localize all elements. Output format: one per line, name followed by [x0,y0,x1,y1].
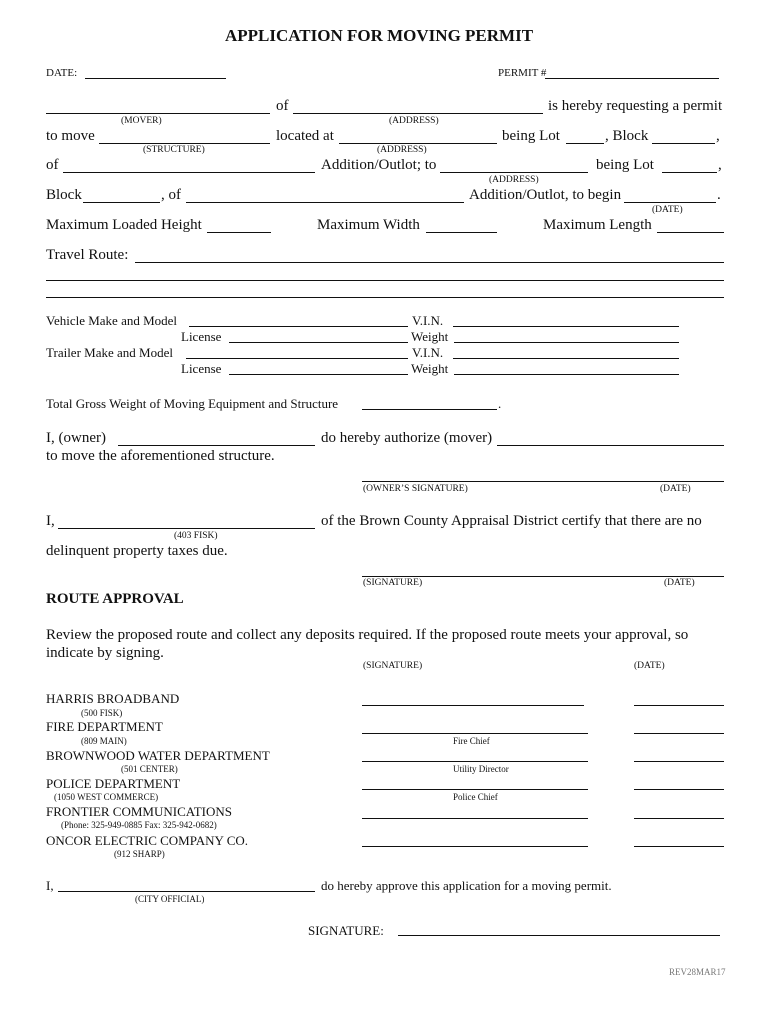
approver-name: POLICE DEPARTMENT [46,776,181,791]
authorized-mover-field[interactable] [497,445,724,446]
to-move-text: to move [46,128,95,144]
max-length-field[interactable] [657,232,724,233]
approval-signature-caption: (SIGNATURE) [363,661,423,671]
comma-text-2: , [718,157,722,173]
structure-field[interactable] [99,143,270,144]
comma-of-text: , of [161,187,181,203]
date-caption: (DATE) [652,205,683,215]
destination-addition-field[interactable] [186,202,464,203]
located-at-text: located at [276,128,334,144]
trailer-vin-field[interactable] [453,358,679,359]
requesting-text: is hereby requesting a permit [548,98,723,114]
route-approval-heading: ROUTE APPROVAL [46,591,184,607]
owner-date-caption: (DATE) [660,484,691,494]
approver-name: FRONTIER COMMUNICATIONS [46,804,232,819]
vehicle-make-label: Vehicle Make and Model [46,313,178,328]
final-signature-field[interactable] [398,935,720,936]
approver-address: (Phone: 325-949-0885 Fax: 325-942-0682) [61,820,217,830]
travel-route-line-3[interactable] [46,297,724,298]
mover-caption: (MOVER) [121,116,162,126]
date-label: DATE: [46,67,78,79]
approver-address: (501 CENTER) [121,764,178,774]
structure-caption: (STRUCTURE) [143,145,205,155]
approver-signature-line[interactable] [362,846,588,847]
owner-signature-line[interactable] [362,481,724,482]
approval-date-caption: (DATE) [634,661,665,671]
approver-signature-line[interactable] [362,789,588,790]
approver-role: Utility Director [453,764,509,774]
approver-address: (500 FISK) [81,708,123,718]
travel-route-field[interactable] [135,262,724,263]
page-title: APPLICATION FOR MOVING PERMIT [225,26,534,45]
block-text: , Block [605,128,649,144]
vehicle-weight-field[interactable] [454,342,679,343]
delinquent-text: delinquent property taxes due. [46,543,228,559]
appraiser-name-field[interactable] [58,528,315,529]
gross-weight-label: Total Gross Weight of Moving Equipment and Structure [46,396,339,411]
being-lot-text-2: being Lot [596,157,654,173]
vehicle-make-field[interactable] [189,326,408,327]
mover-address-field[interactable] [293,113,543,114]
final-signature-label: SIGNATURE: [308,923,384,938]
appraisal-signature-line[interactable] [362,576,724,577]
approver-date-line[interactable] [634,818,724,819]
address-caption-2: (ADDRESS) [377,145,427,155]
approver-address: (809 MAIN) [81,736,127,746]
to-move-structure-text: to move the aforementioned structure. [46,448,275,464]
vehicle-license-label: License [181,329,222,344]
gross-weight-period: . [498,396,502,411]
max-length-label: Maximum Length [543,217,652,233]
destination-lot-field[interactable] [662,172,717,173]
approver-signature-line[interactable] [362,761,588,762]
approver-role: Police Chief [453,792,498,802]
city-official-field[interactable] [58,891,315,892]
approver-name: HARRIS BROADBAND [46,691,180,706]
max-width-field[interactable] [426,232,497,233]
owner-signature-caption: (OWNER’S SIGNATURE) [363,484,468,494]
block-field[interactable] [652,143,715,144]
max-width-label: Maximum Width [317,217,420,233]
begin-date-field[interactable] [624,202,716,203]
approver-date-line[interactable] [634,789,724,790]
trailer-license-label: License [181,361,222,376]
mover-field[interactable] [46,113,270,114]
addition-begin-text: Addition/Outlot, to begin [469,187,622,203]
owner-field[interactable] [118,445,315,446]
city-official-caption: (CITY OFFICIAL) [135,894,205,904]
approver-name: ONCOR ELECTRIC COMPANY CO. [46,833,249,848]
lot-field[interactable] [566,143,604,144]
city-i-text: I, [46,878,54,893]
trailer-make-label: Trailer Make and Model [46,345,173,360]
appraisal-date-caption: (DATE) [664,578,695,588]
permit-number-field[interactable] [545,78,719,79]
addition-to-text: Addition/Outlot; to [321,157,437,173]
approver-signature-line[interactable] [362,733,588,734]
destination-address-field[interactable] [440,172,588,173]
approver-name: BROWNWOOD WATER DEPARTMENT [46,748,270,763]
travel-route-label: Travel Route: [46,247,129,263]
trailer-weight-field[interactable] [454,374,679,375]
certify-text: of the Brown County Appraisal District certify that there are no [321,513,702,529]
max-height-field[interactable] [207,232,271,233]
of-text-2: of [46,157,59,173]
review-text-line-2: indicate by signing. [46,645,164,661]
vehicle-weight-label: Weight [411,329,449,344]
addition-field[interactable] [63,172,315,173]
approver-signature-line[interactable] [362,705,584,706]
date-field[interactable] [85,78,226,79]
trailer-license-field[interactable] [229,374,408,375]
comma-text: , [716,128,720,144]
approver-date-line[interactable] [634,846,724,847]
address-caption-3: (ADDRESS) [489,175,539,185]
appraiser-i-text: I, [46,513,55,529]
owner-label: I, (owner) [46,430,106,446]
approver-address: (1050 WEST COMMERCE) [54,792,159,802]
approver-name: FIRE DEPARTMENT [46,719,163,734]
fisk-caption: (403 FISK) [174,531,218,541]
max-height-label: Maximum Loaded Height [46,217,202,233]
approver-date-line[interactable] [634,733,724,734]
vehicle-license-field[interactable] [229,342,408,343]
approve-text: do hereby approve this application for a moving permit. [321,878,612,893]
address-caption: (ADDRESS) [389,116,439,126]
trailer-weight-label: Weight [411,361,449,376]
vehicle-vin-label: V.I.N. [412,313,444,328]
being-lot-text: being Lot [502,128,560,144]
approver-role: Fire Chief [453,736,490,746]
approver-signature-line[interactable] [362,818,588,819]
approver-date-line[interactable] [634,705,724,706]
period-text: . [717,187,721,203]
trailer-vin-label: V.I.N. [412,345,444,360]
destination-block-field[interactable] [83,202,160,203]
block-text-2: Block [46,187,82,203]
approver-date-line[interactable] [634,761,724,762]
authorize-text: do hereby authorize (mover) [321,430,493,446]
permit-number-label: PERMIT # [498,67,547,79]
appraisal-signature-caption: (SIGNATURE) [363,578,423,588]
of-text: of [276,98,289,114]
vehicle-vin-field[interactable] [453,326,679,327]
gross-weight-field[interactable] [362,409,497,410]
trailer-make-field[interactable] [186,358,408,359]
structure-address-field[interactable] [339,143,497,144]
review-text-line-1: Review the proposed route and collect any deposits required. If the proposed route meets your approval, so [46,627,689,643]
travel-route-line-2[interactable] [46,280,724,281]
approver-address: (912 SHARP) [114,849,165,859]
revision-code: REV28MAR17 [669,967,726,977]
